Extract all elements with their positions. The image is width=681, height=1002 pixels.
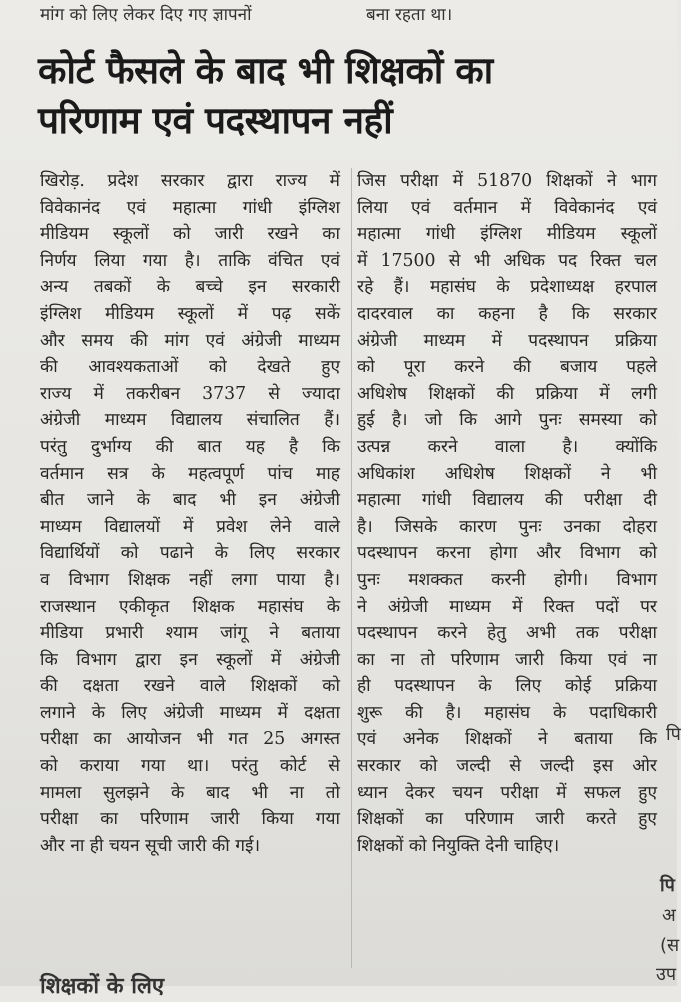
article-text-line: की आवश्यकताओं को देखते हुए xyxy=(40,357,340,378)
article-text-line: को कराया गया था। परंतु कोर्ट से xyxy=(40,756,340,777)
previous-article-fragment-left: मांग को लिए लेकर दिए गए ज्ञापनों xyxy=(40,5,252,25)
article-text-line: पुनः मशक्कत करनी होगी। विभाग xyxy=(357,569,657,590)
article-text-line: महात्मा गांधी इंग्लिश मीडियम स्कूलों xyxy=(357,224,657,245)
article-text-line: ध्यान देकर चयन परीक्षा में सफल हुए xyxy=(357,782,657,803)
article-text-line: है। जिसके कारण पुनः उनका दोहरा xyxy=(357,516,657,537)
article-text-line: और ना ही चयन सूची जारी की गई। xyxy=(40,835,260,856)
previous-article-fragment-right: बना रहता था। xyxy=(366,5,453,25)
article-text-line: परीक्षा का परिणाम जारी किया गया xyxy=(40,809,340,830)
article-text-line: अंग्रेजी माध्यम विद्यालय संचालित हैं। xyxy=(40,410,340,431)
article-text-line: निर्णय लिया गया है। ताकि वंचित एवं xyxy=(40,250,340,271)
headline-line-2: परिणाम एवं पदस्थापन नहीं xyxy=(38,99,393,142)
article-text-line: बीत जाने के बाद भी इन अंग्रेजी xyxy=(40,490,340,511)
article-text-line: शुरू की है। महासंघ के पदाधिकारी xyxy=(357,702,657,723)
article-text-line: रहे हैं। महासंघ के प्रदेशाध्यक्ष हरपाल xyxy=(357,277,657,298)
article-text-line: अधिकांश अधिशेष शिक्षकों ने भी xyxy=(357,463,657,484)
article-text-line: मीडिया प्रभारी श्याम जांगू ने बताया xyxy=(40,623,340,644)
adjacent-article-fragment-5: उप xyxy=(656,964,677,985)
adjacent-article-fragment-3: अ xyxy=(662,905,676,926)
article-text-line: मीडियम स्कूलों को जारी रखने का xyxy=(40,224,340,245)
article-column-2 xyxy=(357,168,657,859)
article-text-line: खिरोड़. प्रदेश सरकार द्वारा राज्य में xyxy=(40,171,340,191)
adjacent-article-fragment-1: पि xyxy=(666,724,681,745)
article-text-line: अधिशेष शिक्षकों की प्रक्रिया में लगी xyxy=(357,383,657,404)
article-text-line: वर्तमान सत्र के महत्वपूर्ण पांच माह xyxy=(40,463,340,484)
headline-line-1: कोर्ट फैसले के बाद भी शिक्षकों का xyxy=(38,49,493,92)
article-text-line: अंग्रेजी माध्यम में पदस्थापन प्रक्रिया xyxy=(357,330,657,351)
adjacent-article-fragment-2: पि xyxy=(660,875,675,896)
article-text-line: मामला सुलझने के बाद भी ना तो xyxy=(40,782,340,803)
article-text-line: दादरवाल का कहना है कि सरकार xyxy=(357,303,657,324)
article-text-line: कि विभाग द्वारा इन स्कूलों में अंग्रेजी xyxy=(40,649,340,670)
article-text-line: अन्य तबकों के बच्चे इन सरकारी xyxy=(40,277,340,298)
article-text-line: शिक्षकों का परिणाम जारी करते हुए xyxy=(357,809,657,830)
article-text-line: लिया एवं वर्तमान में विवेकानंद एवं xyxy=(357,197,657,218)
article-text-line: इंग्लिश मीडियम स्कूलों में पढ़ सकें xyxy=(40,303,340,324)
adjacent-article-fragment-4: (स xyxy=(660,935,680,956)
article-text-line: सरकार को जल्दी से जल्दी इस ओर xyxy=(357,756,657,777)
article-text-line: एवं अनेक शिक्षकों ने बताया कि xyxy=(357,729,657,750)
article-text-line: का ना तो परिणाम जारी किया एवं ना xyxy=(357,649,657,670)
article-text-line: महात्मा गांधी विद्यालय की परीक्षा दी xyxy=(357,490,657,511)
article-text-line: और समय की मांग एवं अंग्रेजी माध्यम xyxy=(40,330,340,351)
article-column-1 xyxy=(40,168,340,859)
next-headline-fragment: शिक्षकों के लिए xyxy=(40,974,165,999)
article-text-line: परीक्षा का आयोजन भी गत 25 अगस्त xyxy=(40,729,340,750)
article-text-line: पदस्थापन करने हेतु अभी तक परीक्षा xyxy=(357,623,657,644)
article-text-line: माध्यम विद्यालयों में प्रवेश लेने वाले xyxy=(40,516,340,537)
article-text-line: ने अंग्रेजी माध्यम में रिक्त पदों पर xyxy=(357,596,657,617)
column-divider xyxy=(351,168,352,968)
article-text-line: उत्पन्न करने वाला है। क्योंकि xyxy=(357,436,657,457)
article-headline xyxy=(38,46,638,146)
article-text-line: ही पदस्थापन के लिए कोई प्रक्रिया xyxy=(357,676,657,697)
article-text-line: को पूरा करने की बजाय पहले xyxy=(357,357,657,378)
article-text-line: विद्यार्थियों को पढाने के लिए सरकार xyxy=(40,543,340,564)
article-text-line: परंतु दुर्भाग्य की बात यह है कि xyxy=(40,436,340,457)
article-text-line: में 17500 से भी अधिक पद रिक्त चल xyxy=(357,250,657,271)
article-text-line: पदस्थापन करना होगा और विभाग को xyxy=(357,543,657,564)
article-text-line: राजस्थान एकीकृत शिक्षक महासंघ के xyxy=(40,596,340,617)
article-text-line: हुई है। जो कि आगे पुनः समस्या को xyxy=(357,410,657,431)
article-text-line: जिस परीक्षा में 51870 शिक्षकों ने भाग xyxy=(357,171,657,191)
article-text-line: राज्य में तकरीबन 3737 से ज्यादा xyxy=(40,383,340,404)
article-text-line: लगाने के लिए अंग्रेजी माध्यम में दक्षता xyxy=(40,702,340,723)
article-text-line: व विभाग शिक्षक नहीं लगा पाया है। xyxy=(40,569,340,590)
article-text-line: विवेकानंद एवं महात्मा गांधी इंग्लिश xyxy=(40,197,340,218)
article-text-line: की दक्षता रखने वाले शिक्षकों को xyxy=(40,676,340,697)
article-text-line: शिक्षकों को नियुक्ति देनी चाहिए। xyxy=(357,835,560,856)
